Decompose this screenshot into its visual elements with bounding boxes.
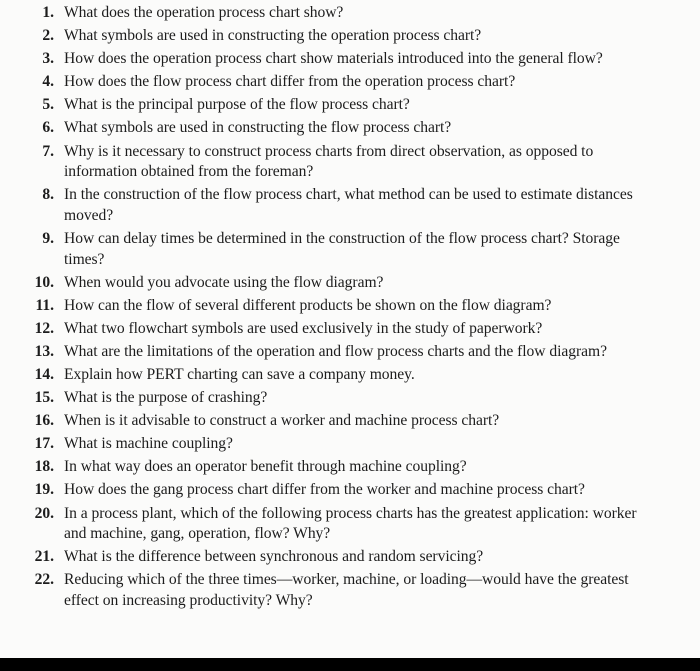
question-number: 22. xyxy=(34,571,54,589)
question-text: When would you advocate using the flow diagram? xyxy=(64,273,384,291)
question-number: 4. xyxy=(42,73,54,91)
question-item xyxy=(0,342,700,363)
question-number: 11. xyxy=(35,296,54,314)
question-item xyxy=(0,570,700,611)
question-item xyxy=(0,411,700,432)
question-item xyxy=(0,185,700,226)
question-item xyxy=(0,434,700,455)
question-text: In the construction of the flow process chart, what method can be used to estimate distances moved? xyxy=(64,186,633,224)
question-text: How can the flow of several different products be shown on the flow diagram? xyxy=(64,296,552,314)
question-text: What is the purpose of crashing? xyxy=(64,389,268,407)
question-number: 18. xyxy=(34,458,54,476)
question-number: 14. xyxy=(34,366,54,383)
question-item xyxy=(0,3,700,24)
question-text: How can delay times be determined in the construction of the flow process chart? Storage times? xyxy=(64,229,620,268)
question-item xyxy=(0,95,700,116)
question-text: What does the operation process chart show? xyxy=(64,4,344,21)
question-number: 12. xyxy=(34,319,54,337)
question-number: 21. xyxy=(34,548,54,566)
question-number: 2. xyxy=(42,27,54,45)
question-text: What two flowchart symbols are used exclusively in the study of paperwork? xyxy=(64,319,543,337)
question-text: What symbols are used in constructing the flow process chart? xyxy=(64,119,452,137)
question-item xyxy=(0,229,700,270)
question-text: Why is it necessary to construct process charts from direct observation, as opposed to information obtained from the foreman? xyxy=(64,142,594,181)
question-number: 9. xyxy=(42,229,54,247)
question-item xyxy=(0,26,700,47)
question-item xyxy=(0,365,700,386)
question-number: 6. xyxy=(42,119,54,137)
question-text: Reducing which of the three times—worker, machine, or loading—would have the greatest effect on increasing productivity? Why? xyxy=(64,571,629,609)
question-number: 16. xyxy=(34,412,54,430)
question-text: When is it advisable to construct a worker and machine process chart? xyxy=(64,412,500,430)
question-item xyxy=(0,457,700,478)
question-number: 13. xyxy=(34,342,54,360)
question-item xyxy=(0,118,700,139)
question-item xyxy=(0,296,700,317)
question-item xyxy=(0,480,700,501)
question-number: 19. xyxy=(34,481,54,499)
question-number: 20. xyxy=(34,504,54,522)
question-text: How does the flow process chart differ from the operation process chart? xyxy=(64,73,516,91)
question-number: 7. xyxy=(42,142,54,160)
question-text: In what way does an operator benefit through machine coupling? xyxy=(64,458,467,476)
question-item xyxy=(0,142,700,183)
question-text: What are the limitations of the operation and flow process charts and the flow diagram? xyxy=(64,342,607,360)
question-number: 10. xyxy=(34,273,54,291)
question-text: In a process plant, which of the following process charts has the greatest application: worker and machine, gang, operation, flow? Why? xyxy=(64,504,637,543)
bottom-bar xyxy=(0,658,700,671)
question-text: How does the gang process chart differ from the worker and machine process chart? xyxy=(64,481,585,499)
question-number: 5. xyxy=(42,96,54,114)
question-number: 15. xyxy=(34,389,54,407)
question-number: 1. xyxy=(42,4,54,21)
question-item xyxy=(0,72,700,93)
question-text: What is the difference between synchronous and random servicing? xyxy=(64,548,484,566)
question-number: 8. xyxy=(42,186,54,204)
question-item xyxy=(0,49,700,70)
question-item xyxy=(0,547,700,568)
question-item xyxy=(0,273,700,294)
question-text: Explain how PERT charting can save a company money. xyxy=(64,366,415,383)
question-text: What is the principal purpose of the flow process chart? xyxy=(64,96,410,114)
question-item xyxy=(0,319,700,340)
question-item xyxy=(0,504,700,545)
question-text: What is machine coupling? xyxy=(64,435,233,453)
question-number: 3. xyxy=(42,50,54,68)
question-number: 17. xyxy=(34,435,54,453)
question-text: How does the operation process chart show materials introduced into the general flow? xyxy=(64,50,603,68)
question-text: What symbols are used in constructing the operation process chart? xyxy=(64,27,482,45)
question-item xyxy=(0,388,700,409)
